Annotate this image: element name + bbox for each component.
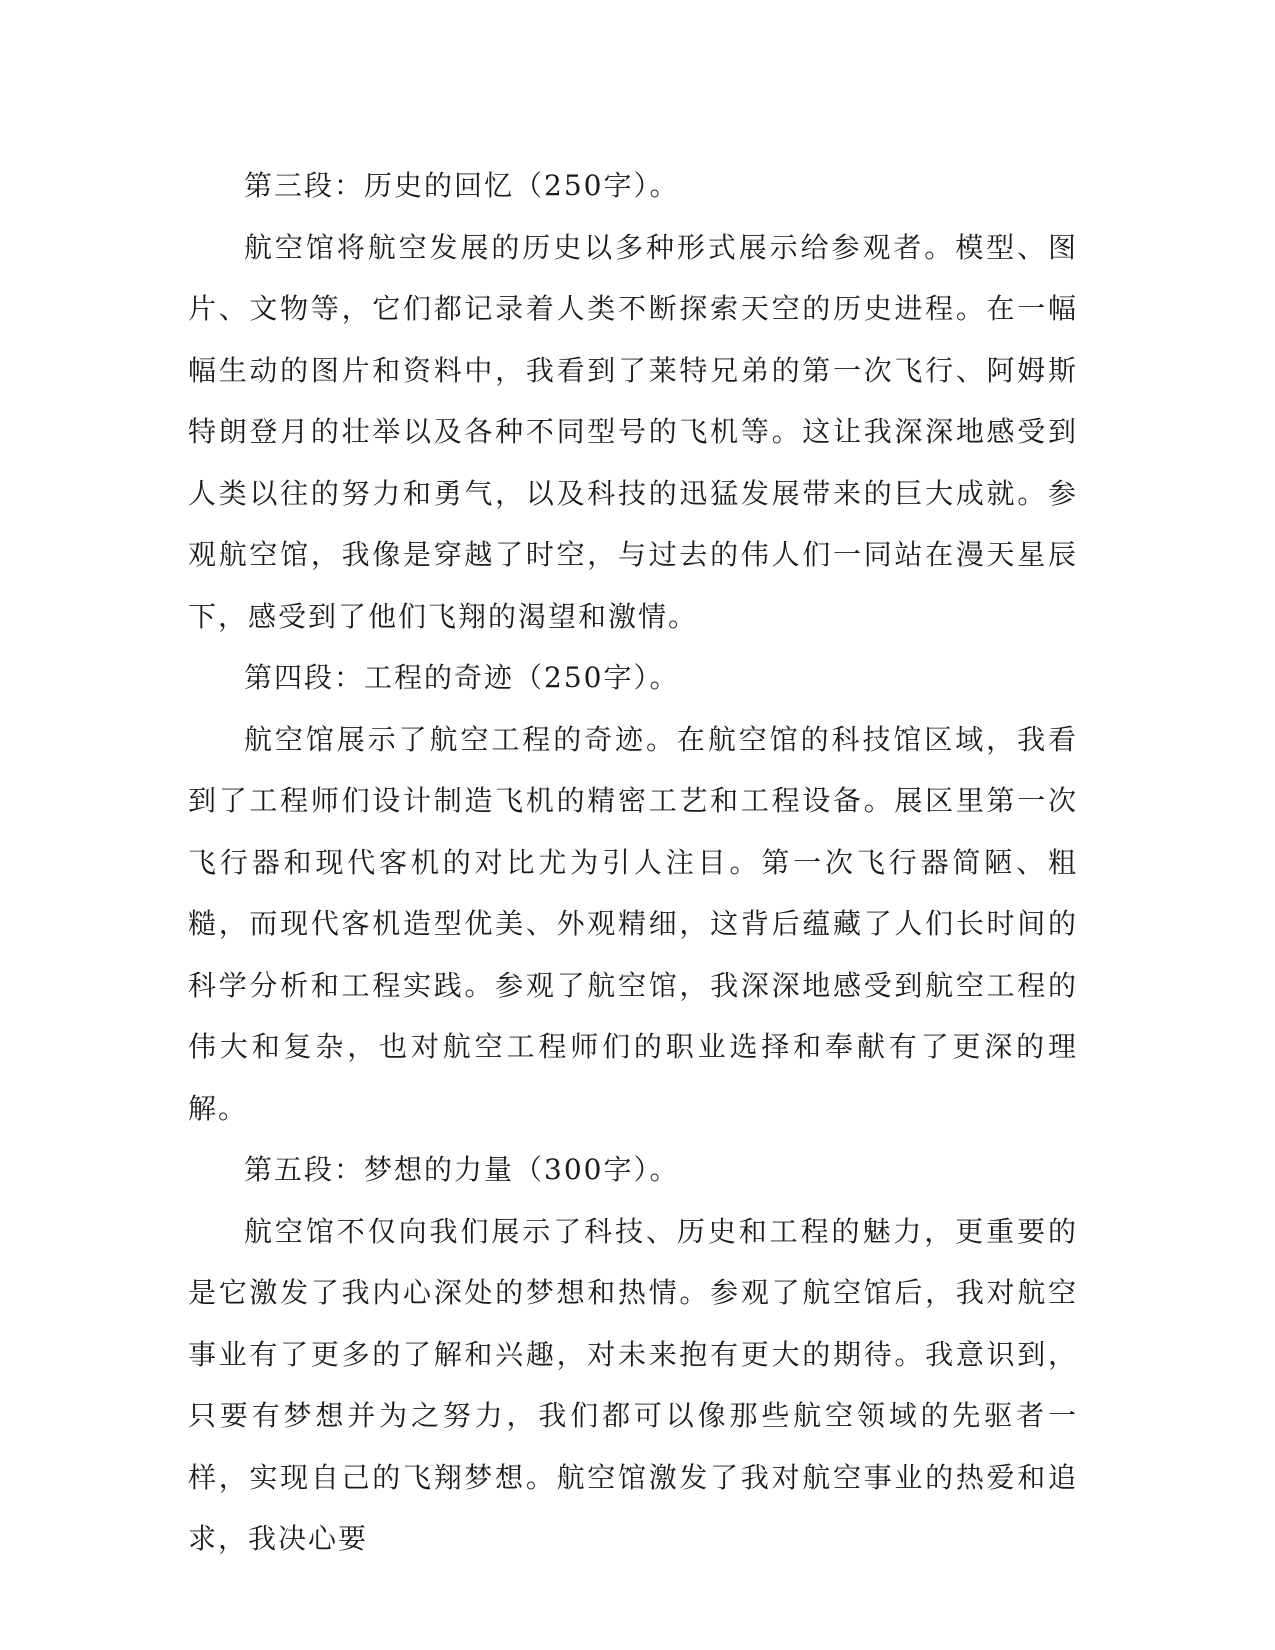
section-paragraph-5: 航空馆不仅向我们展示了科技、历史和工程的魅力，更重要的是它激发了我内心深处的梦想和热情。参观了航空馆后，我对航空事业有了更多的了解和兴趣，对未来抱有更大的期待。我意识到，只要有梦想并为之努力，我们都可以像那些航空领域的先驱者一样，实现自己的飞翔梦想。航空馆激发了我对航空事业的热爱和追求，我决心要 bbox=[188, 1214, 1078, 1555]
section-paragraph-3: 航空馆将航空发展的历史以多种形式展示给参观者。模型、图片、文物等，它们都记录着人类不断探索天空的历史进程。在一幅幅生动的图片和资料中，我看到了莱特兄弟的第一次飞行、阿姆斯特朗登月的壮举以及各种不同型号的飞机等。这让我深深地感受到人类以往的努力和勇气，以及科技的迅猛发展带来的巨大成就。参观航空馆，我像是穿越了时空，与过去的伟人们一同站在漫天星辰下，感受到了他们飞翔的渴望和激情。 bbox=[188, 230, 1078, 633]
document-body bbox=[188, 155, 1078, 1570]
section-paragraph-4: 航空馆展示了航空工程的奇迹。在航空馆的科技馆区域，我看到了工程师们设计制造飞机的精密工艺和工程设备。展区里第一次飞行器和现代客机的对比尤为引人注目。第一次飞行器简陋、粗糙，而现代客机造型优美、外观精细，这背后蕴藏了人们长时间的科学分析和工程实践。参观了航空馆，我深深地感受到航空工程的伟大和复杂，也对航空工程师们的职业选择和奉献有了更深的理解。 bbox=[188, 722, 1078, 1125]
section-heading-3: 第三段：历史的回忆（250字）。 bbox=[244, 169, 680, 202]
section-heading-5: 第五段：梦想的力量（300字）。 bbox=[244, 1153, 680, 1186]
section-heading-4: 第四段：工程的奇迹（250字）。 bbox=[244, 661, 680, 694]
